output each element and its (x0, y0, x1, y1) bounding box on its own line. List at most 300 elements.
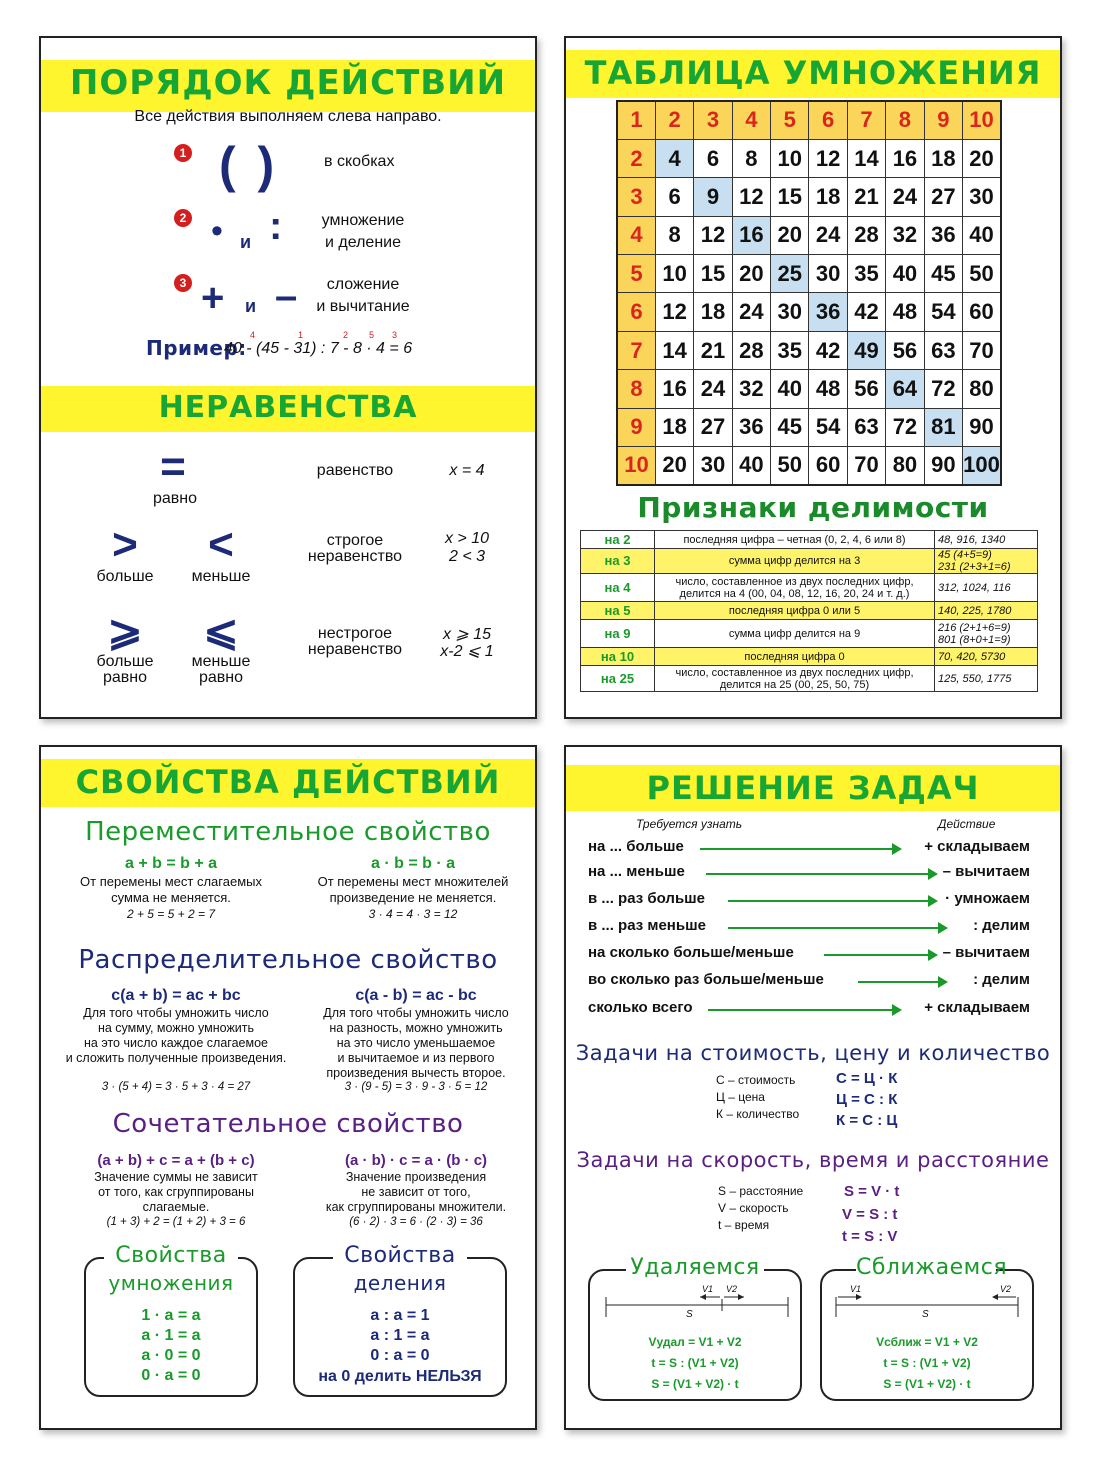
mult-row (617, 331, 1001, 369)
cost-legend-2: Ц – цена (716, 1090, 765, 1104)
speed-formula-1: S = V · t (844, 1183, 900, 1200)
divisibility-rule: сумма цифр делится на 3 (655, 549, 935, 574)
example-order-3: 2 (343, 330, 349, 340)
mult-cell: 40 (886, 255, 924, 293)
mult-header-cell: 10 (963, 101, 1001, 139)
divisibility-row (581, 602, 1038, 620)
mult-row (617, 216, 1001, 254)
distributive-title: Распределительное свойство (78, 945, 498, 975)
closer-v1: V1 (850, 1284, 862, 1294)
parentheses-symbol: ( ) (219, 137, 279, 193)
greater-equal-label-1: больше (96, 653, 154, 670)
mult-square-cell: 81 (924, 408, 962, 446)
mult-cell: 54 (924, 293, 962, 331)
closer-s: S (922, 1309, 929, 1320)
mult-cell: 36 (924, 216, 962, 254)
task-row (588, 917, 1030, 939)
mult-header-cell: 5 (617, 255, 655, 293)
apart-v2: V2 (726, 1284, 738, 1294)
mult-header-cell: 2 (655, 101, 693, 139)
plus-symbol: + (201, 276, 225, 320)
mult-header-cell: 6 (809, 101, 847, 139)
mult-header-cell: 8 (617, 370, 655, 408)
task-action: · умножаем (945, 890, 1030, 907)
mult-cell: 63 (924, 331, 962, 369)
mult-cell: 6 (655, 178, 693, 216)
arrow-icon (708, 1009, 900, 1011)
mult-cell: 40 (732, 447, 770, 485)
mult-header-cell: 7 (847, 101, 885, 139)
nonstrict-example-1: x ⩾ 15 (442, 626, 492, 643)
divisibility-example: 216 (2+1+6=9) 801 (8+0+1=9) (935, 620, 1038, 648)
divisibility-divisor: на 9 (581, 620, 655, 648)
divisibility-example: 45 (4+5=9) 231 (2+3+1=6) (935, 549, 1038, 574)
apart-title: Удаляемся (626, 1255, 764, 1280)
divisibility-title: Признаки делимости (637, 491, 989, 524)
div-zero-rule: на 0 делить НЕЛЬЗЯ (318, 1368, 482, 1385)
task-row (588, 863, 1030, 885)
mult-cell: 12 (809, 139, 847, 177)
mult-cell: 12 (694, 216, 732, 254)
mult-cell: 30 (771, 293, 809, 331)
mult-row (617, 447, 1001, 485)
speed-formula-2: V = S : t (842, 1206, 898, 1223)
divisibility-divisor: на 2 (581, 531, 655, 549)
mult-row (617, 255, 1001, 293)
closer-v2: V2 (1000, 1284, 1012, 1294)
mult-cell: 56 (847, 370, 885, 408)
mult-cell: 12 (732, 178, 770, 216)
order-card (39, 36, 537, 719)
tasks-card (564, 745, 1062, 1430)
divisibility-example: 48, 916, 1340 (935, 531, 1038, 549)
mult-cell: 28 (732, 331, 770, 369)
mult-cell: 12 (655, 293, 693, 331)
mult-cell: 48 (886, 293, 924, 331)
mult-prop-2: a · 1 = a (141, 1327, 201, 1344)
task-label: на ... меньше (588, 863, 685, 880)
multiplication-table (616, 100, 1002, 486)
mult-cell: 80 (886, 447, 924, 485)
mult-cell: 35 (771, 331, 809, 369)
speed-title: Задачи на скорость, время и расстояние (576, 1148, 1050, 1172)
assoc-right-line-1: Значение произведения (345, 1170, 487, 1184)
step-2-text-1: умножение (321, 212, 405, 229)
div-prop-1: a : a = 1 (370, 1307, 430, 1324)
task-action: + складываем (924, 838, 1030, 855)
mult-cell: 80 (963, 370, 1001, 408)
example-order-2: 1 (298, 330, 304, 340)
arrow-icon (824, 954, 936, 956)
div-prop-3: 0 : a = 0 (370, 1347, 430, 1364)
divisibility-example: 312, 1024, 116 (935, 574, 1038, 602)
dist-right-line-5: произведения вычесть второе. (326, 1066, 506, 1080)
task-label: на сколько больше/меньше (588, 944, 794, 961)
comm-left-formula: a + b = b + a (124, 855, 218, 872)
mult-cell: 20 (771, 216, 809, 254)
example-order-5: 3 (392, 330, 398, 340)
col-header-right: Действие (938, 817, 996, 831)
divisibility-rule: последняя цифра 0 (655, 648, 935, 666)
equals-symbol: = (160, 442, 186, 491)
dist-left-line-1: Для того чтобы умножить число (83, 1006, 269, 1020)
div-box-title-1: Свойства (333, 1243, 467, 1268)
mult-row (617, 370, 1001, 408)
task-action: + складываем (924, 999, 1030, 1016)
cost-formula-1: С = Ц · К (836, 1070, 898, 1087)
mult-cell: 21 (847, 178, 885, 216)
divisibility-row (581, 574, 1038, 602)
order-intro: Все действия выполняем слева направо. (134, 108, 442, 125)
mult-cell: 90 (963, 408, 1001, 446)
dist-right-line-2: на разность, можно умножить (329, 1021, 503, 1035)
dist-left-example: 3 · (5 + 4) = 3 · 5 + 3 · 4 = 27 (101, 1081, 251, 1093)
mult-prop-4: 0 · a = 0 (141, 1367, 201, 1384)
nonstrict-name-2: неравенство (307, 641, 403, 658)
divisibility-row (581, 620, 1038, 648)
task-label: во сколько раз больше/меньше (588, 971, 824, 988)
mult-cell: 16 (886, 139, 924, 177)
step-3-badge: 3 (174, 274, 192, 292)
speed-formula-3: t = S : V (842, 1228, 898, 1245)
mult-row (617, 101, 1001, 139)
closer-formula-1: Vсближ = V1 + V2 (876, 1335, 978, 1349)
apart-diagram (604, 1283, 790, 1323)
div-box-title-2: деления (353, 1271, 447, 1295)
dist-left-line-4: и сложить полученные произведения. (65, 1051, 287, 1065)
mult-cell: 8 (732, 139, 770, 177)
mult-header-cell: 6 (617, 293, 655, 331)
assoc-right-line-2: не зависит от того, (361, 1185, 471, 1199)
speed-legend-3: t – время (718, 1218, 770, 1232)
step-2-connector: и (240, 232, 252, 252)
less-equal-symbol: ⩽ (203, 607, 239, 654)
divisibility-rule: последняя цифра – четная (0, 2, 4, 6 или 8) (655, 531, 935, 549)
order-title: ПОРЯДОК ДЕЙСТВИЙ (69, 63, 507, 103)
col-header-left: Требуется узнать (636, 817, 743, 831)
task-label: в ... раз больше (588, 890, 706, 907)
mult-cell: 27 (924, 178, 962, 216)
dist-right-example: 3 · (9 - 5) = 3 · 9 - 3 · 5 = 12 (344, 1081, 488, 1093)
divisibility-row (581, 531, 1038, 549)
example-order-1: 4 (250, 330, 256, 340)
mult-cell: 14 (655, 331, 693, 369)
apart-formula-2: t = S : (V1 + V2) (651, 1356, 739, 1370)
apart-v1: V1 (702, 1284, 714, 1294)
task-row (588, 971, 1030, 993)
div-prop-2: a : 1 = a (370, 1327, 430, 1344)
cost-legend-3: К – количество (716, 1107, 800, 1121)
cost-formula-3: К = С : Ц (836, 1112, 898, 1129)
assoc-left-line-1: Значение суммы не зависит (94, 1170, 258, 1184)
divisibility-rule: число, составленное из двух последних цифр, делится на 25 (00, 25, 50, 75) (655, 666, 935, 692)
mult-cell: 35 (847, 255, 885, 293)
mult-cell: 48 (809, 370, 847, 408)
mult-header-cell: 1 (617, 101, 655, 139)
step-3-text-1: сложение (326, 276, 400, 293)
arrow-icon (728, 927, 946, 929)
mult-cell: 24 (694, 370, 732, 408)
cost-legend-1: С – стоимость (716, 1073, 796, 1087)
less-label: меньше (191, 568, 251, 585)
divisibility-divisor: на 3 (581, 549, 655, 574)
mult-cell: 45 (924, 255, 962, 293)
assoc-right-example: (6 · 2) · 3 = 6 · (2 · 3) = 36 (349, 1216, 483, 1228)
divisibility-divisor: на 5 (581, 602, 655, 620)
task-label: сколько всего (588, 999, 693, 1016)
nonstrict-example-2: x-2 ⩽ 1 (440, 643, 494, 660)
mult-cell: 18 (694, 293, 732, 331)
example-label: Пример: (146, 336, 247, 360)
ineq-title: НЕРАВЕНСТВА (158, 390, 418, 425)
apart-formula-1: Vудал = V1 + V2 (648, 1335, 742, 1349)
less-equal-label-1: меньше (191, 653, 251, 670)
mult-cell: 8 (655, 216, 693, 254)
strict-name-1: строгое (326, 532, 384, 549)
mult-square-cell: 9 (694, 178, 732, 216)
step-2-badge: 2 (174, 209, 192, 227)
mult-row (617, 139, 1001, 177)
comm-left-example: 2 + 5 = 5 + 2 = 7 (126, 907, 216, 921)
comm-right-example: 3 · 4 = 4 · 3 = 12 (368, 907, 458, 921)
divisibility-rule: сумма цифр делится на 9 (655, 620, 935, 648)
equality-name: равенство (316, 462, 394, 479)
dist-left-formula: c(a + b) = ac + bc (111, 987, 241, 1004)
mult-cell: 70 (963, 331, 1001, 369)
task-action: – вычитаем (942, 863, 1030, 880)
strict-example-1: x > 10 (444, 530, 490, 547)
multiply-dot-symbol: • (211, 212, 223, 250)
props-card (39, 745, 537, 1430)
task-action: : делим (973, 917, 1030, 934)
assoc-right-formula: (a · b) · c = a · (b · c) (344, 1152, 488, 1169)
task-label: в ... раз меньше (588, 917, 706, 934)
mult-cell: 30 (694, 447, 732, 485)
step-1-badge: 1 (174, 144, 192, 162)
example-expression: 40 - (45 - 31) : 7 - 8 · 4 = 6 (224, 340, 413, 357)
divisibility-table (580, 530, 1038, 692)
mult-row (617, 178, 1001, 216)
mult-cell: 42 (847, 293, 885, 331)
mult-cell: 21 (694, 331, 732, 369)
task-label: на ... больше (588, 838, 684, 855)
mult-cell: 10 (655, 255, 693, 293)
comm-left-text-2: сумма не меняется. (111, 890, 231, 905)
commutative-title: Переместительное свойство (85, 817, 491, 847)
less-equal-label-2: равно (198, 669, 244, 686)
mult-cell: 90 (924, 447, 962, 485)
mult-header-cell: 10 (617, 447, 655, 485)
mult-cell: 40 (963, 216, 1001, 254)
mult-square-cell: 100 (963, 447, 1001, 485)
mult-prop-1: 1 · a = a (141, 1307, 201, 1324)
arrow-icon (858, 981, 946, 983)
minus-symbol: – (275, 274, 298, 318)
mult-cell: 56 (886, 331, 924, 369)
task-row (588, 999, 1030, 1021)
assoc-right-line-3: как сгруппированы множители. (325, 1200, 507, 1214)
strict-example-2: 2 < 3 (448, 548, 486, 565)
mult-header-cell: 7 (617, 331, 655, 369)
mult-header-cell: 4 (617, 216, 655, 254)
mult-square-cell: 4 (655, 139, 693, 177)
mult-cell: 10 (771, 139, 809, 177)
closer-formula-2: t = S : (V1 + V2) (883, 1356, 971, 1370)
mult-cell: 14 (847, 139, 885, 177)
divisibility-example: 125, 550, 1775 (935, 666, 1038, 692)
arrow-icon (700, 848, 900, 850)
task-action: : делим (973, 971, 1030, 988)
mult-header-cell: 9 (924, 101, 962, 139)
cost-formula-2: Ц = С : К (836, 1091, 898, 1108)
greater-equal-label-2: равно (102, 669, 148, 686)
mult-cell: 54 (809, 408, 847, 446)
mult-row (617, 293, 1001, 331)
mult-cell: 24 (886, 178, 924, 216)
dist-right-line-3: на это число уменьшаемое (336, 1036, 496, 1050)
task-row (588, 890, 1030, 912)
associative-title: Сочетательное свойство (112, 1109, 464, 1139)
props-title: СВОЙСТВА ДЕЙСТВИЙ (75, 763, 501, 801)
mult-header-cell: 2 (617, 139, 655, 177)
arrow-icon (728, 900, 936, 902)
divide-symbol: : (269, 204, 283, 248)
comm-right-text-2: произведение не меняется. (329, 890, 497, 905)
example-order-4: 5 (369, 330, 375, 340)
mult-header-cell: 9 (617, 408, 655, 446)
mult-cell: 30 (963, 178, 1001, 216)
dist-right-formula: c(a - b) = ac - bc (355, 987, 477, 1004)
mult-cell: 20 (963, 139, 1001, 177)
mult-cell: 70 (847, 447, 885, 485)
apart-s: S (686, 1309, 693, 1320)
mult-cell: 60 (809, 447, 847, 485)
assoc-left-line-2: от того, как сгруппированы (98, 1185, 254, 1199)
strict-name-2: неравенство (307, 548, 403, 565)
apart-formula-3: S = (V1 + V2) · t (651, 1377, 739, 1391)
mult-header-cell: 5 (771, 101, 809, 139)
greater-symbol: > (112, 520, 138, 569)
divisibility-rule: последняя цифра 0 или 5 (655, 602, 935, 620)
nonstrict-name-1: нестрогое (317, 625, 393, 642)
mult-cell: 40 (771, 370, 809, 408)
less-symbol: < (208, 520, 234, 569)
divisibility-divisor: на 10 (581, 648, 655, 666)
comm-left-text-1: От перемены мест слагаемых (80, 874, 262, 889)
assoc-left-line-3: слагаемые. (142, 1200, 210, 1214)
mult-row (617, 408, 1001, 446)
mult-cell: 45 (771, 408, 809, 446)
mult-cell: 50 (963, 255, 1001, 293)
mult-box-title-1: Свойства (104, 1243, 238, 1268)
divisibility-example: 140, 225, 1780 (935, 602, 1038, 620)
closer-title: Сближаемся (856, 1255, 1008, 1280)
greater-label: больше (96, 568, 154, 585)
mult-header-cell: 3 (617, 178, 655, 216)
dist-left-line-2: на сумму, можно умножить (97, 1021, 255, 1035)
mult-cell: 20 (655, 447, 693, 485)
mult-cell: 32 (886, 216, 924, 254)
mult-square-cell: 16 (732, 216, 770, 254)
mult-cell: 28 (847, 216, 885, 254)
divisibility-divisor: на 25 (581, 666, 655, 692)
divisibility-row (581, 648, 1038, 666)
mult-cell: 60 (963, 293, 1001, 331)
cost-title: Задачи на стоимость, цену и количество (575, 1041, 1051, 1065)
mult-cell: 15 (771, 178, 809, 216)
mult-cell: 18 (655, 408, 693, 446)
step-3-text-2: и вычитание (316, 298, 410, 315)
step-1-text: в скобках (324, 153, 395, 170)
mult-cell: 18 (924, 139, 962, 177)
dist-left-line-3: на это число каждое слагаемое (84, 1036, 268, 1050)
mult-square-cell: 36 (809, 293, 847, 331)
mult-cell: 24 (809, 216, 847, 254)
equality-example: x = 4 (449, 462, 485, 479)
mult-header-cell: 3 (694, 101, 732, 139)
mult-cell: 50 (771, 447, 809, 485)
dist-right-line-4: и вычитаемое и из первого (337, 1051, 495, 1065)
mult-box-title-2: умножения (108, 1271, 234, 1295)
comm-right-text-1: От перемены мест множителей (317, 874, 509, 889)
arrow-icon (706, 873, 936, 875)
assoc-left-formula: (a + b) + c = a + (b + c) (97, 1152, 255, 1169)
divisibility-row (581, 666, 1038, 692)
speed-legend-1: S – расстояние (718, 1184, 804, 1198)
task-action: – вычитаем (942, 944, 1030, 961)
greater-equal-symbol: ⩾ (107, 607, 143, 654)
mult-cell: 16 (655, 370, 693, 408)
closer-formula-3: S = (V1 + V2) · t (883, 1377, 971, 1391)
mult-cell: 72 (924, 370, 962, 408)
mult-cell: 72 (886, 408, 924, 446)
divisibility-example: 70, 420, 5730 (935, 648, 1038, 666)
mult-title: ТАБЛИЦА УМНОЖЕНИЯ (584, 54, 1042, 92)
dist-right-line-1: Для того чтобы умножить число (323, 1006, 509, 1020)
task-row (588, 944, 1030, 966)
mult-cell: 6 (694, 139, 732, 177)
mult-cell: 63 (847, 408, 885, 446)
mult-cell: 27 (694, 408, 732, 446)
mult-cell: 36 (732, 408, 770, 446)
task-row (588, 838, 1030, 860)
mult-cell: 20 (732, 255, 770, 293)
mult-square-cell: 49 (847, 331, 885, 369)
step-2-text-2: и деление (325, 234, 401, 251)
assoc-left-example: (1 + 3) + 2 = (1 + 2) + 3 = 6 (106, 1216, 246, 1228)
step-3-connector: и (245, 296, 257, 316)
mult-cell: 42 (809, 331, 847, 369)
divisibility-row (581, 549, 1038, 574)
speed-legend-2: V – скорость (718, 1201, 789, 1215)
mult-square-cell: 64 (886, 370, 924, 408)
mult-cell: 30 (809, 255, 847, 293)
mult-cell: 18 (809, 178, 847, 216)
divisibility-rule: число, составленное из двух последних цифр, делится на 4 (00, 04, 08, 12, 16, 20, 24 и т. д.) (655, 574, 935, 602)
mult-prop-3: a · 0 = 0 (141, 1347, 201, 1364)
equals-label: равно (152, 490, 198, 507)
comm-right-formula: a · b = b · a (370, 855, 455, 872)
mult-cell: 24 (732, 293, 770, 331)
mult-cell: 15 (694, 255, 732, 293)
tasks-title: РЕШЕНИЕ ЗАДАЧ (646, 769, 980, 807)
mult-header-cell: 4 (732, 101, 770, 139)
mult-square-cell: 25 (771, 255, 809, 293)
mult-card (564, 36, 1062, 719)
mult-header-cell: 8 (886, 101, 924, 139)
mult-cell: 32 (732, 370, 770, 408)
divisibility-divisor: на 4 (581, 574, 655, 602)
